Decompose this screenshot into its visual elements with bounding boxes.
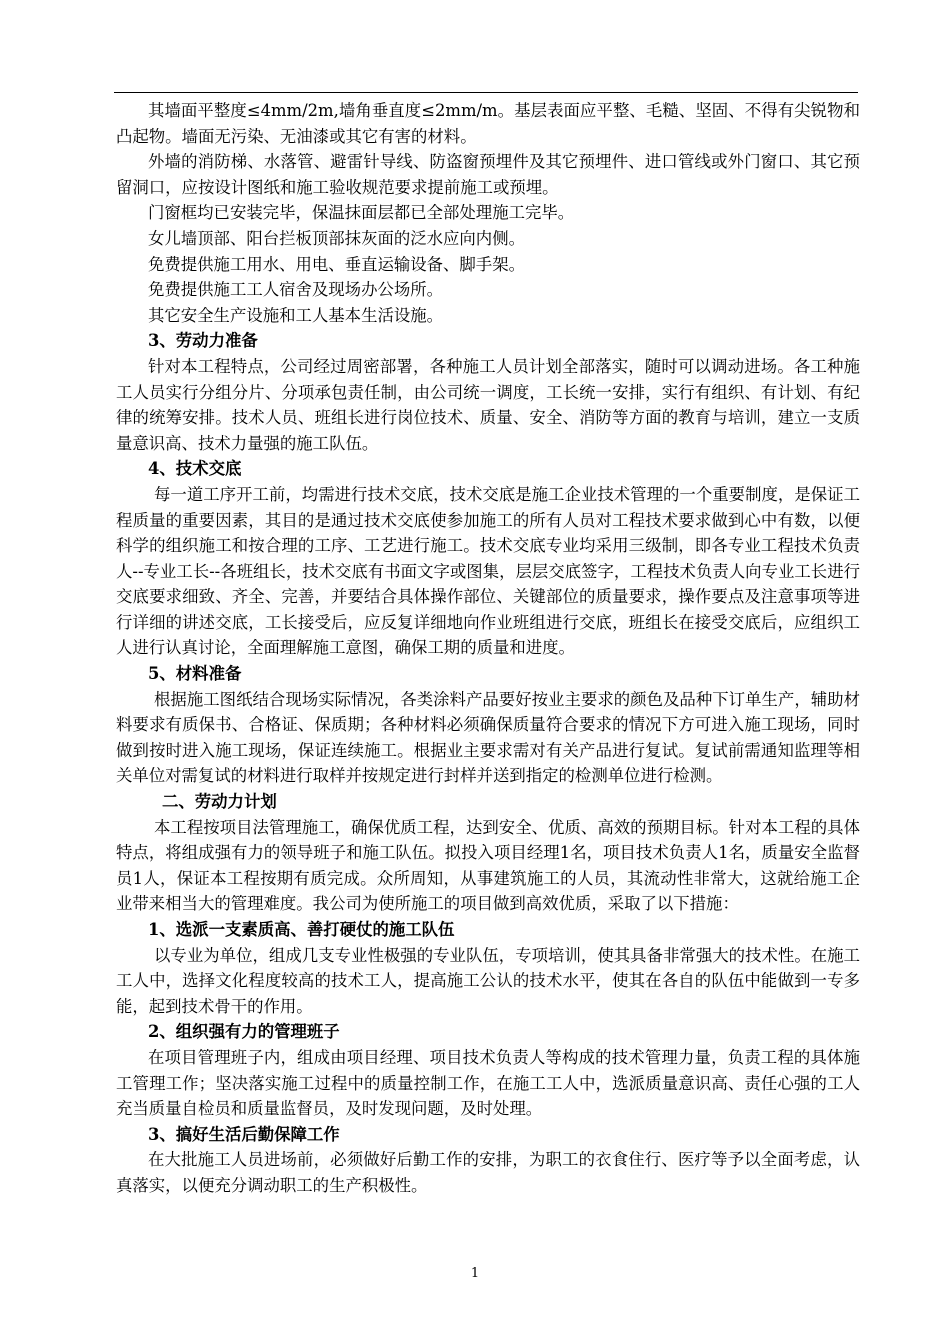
header-rule	[114, 92, 858, 93]
section-heading: 3、劳动力准备	[148, 331, 258, 351]
section-heading: 1、选派一支素质高、善打硬仗的施工队伍	[148, 920, 455, 939]
paragraph: 本工程按项目法管理施工，确保优质工程，达到安全、优质、高效的预期目标。针对本工程的具体特点，将组成强有力的领导班子和施工队伍。拟投入项目经理1名，项目技术负责人1名，质量安全监督员1人，保证本工程按期有质完成。众所周知，从事建筑施工的人员，其流动性非常大，这就给施工企业带来相当大的管理难度。我公司为使所施工的项目做到高效优质，采取了以下措施：	[116, 817, 860, 914]
paragraph: 免费提供施工用水、用电、垂直运输设备、脚手架。	[148, 254, 525, 274]
paragraph: 女儿墙顶部、阳台拦板顶部抹灰面的泛水应向内侧。	[148, 228, 525, 248]
page-number: 1	[470, 1266, 480, 1281]
paragraph: 其墙面平整度≤4mm/2m,墙角垂直度≤2mm/m。基层表面应平整、毛糙、坚固、不得有尖锐物和凸起物。墙面无污染、无油漆或其它有害的材料。	[116, 101, 860, 146]
paragraph: 每一道工序开工前，均需进行技术交底，技术交底是施工企业技术管理的一个重要制度，是保证工程质量的重要因素，其目的是通过技术交底使参加施工的所有人员对工程技术要求做到心中有数，以便科学的组织施工和按合理的工序、工艺进行施工。技术交底专业均采用三级制，即各专业工程技术负责人--专业工长--各班组长，技术交底有书面文字或图集，层层交底签字，工程技术负责人向专业工长进行交底要求细致、齐全、完善，并要结合具体操作部位、关键部位的质量要求，操作要点及注意事项等进行详细的讲述交底，工长接受后，应反复详细地向作业班组进行交底，班组长在接受交底后，应组织工人进行认真讨论，全面理解施工意图，确保工期的质量和进度。	[116, 484, 860, 658]
chapter-heading: 二、劳动力计划	[162, 792, 277, 812]
paragraph: 免费提供施工工人宿舍及现场办公场所。	[148, 280, 444, 300]
paragraph: 其它安全生产设施和工人基本生活设施。	[148, 305, 444, 325]
section-heading: 3、搞好生活后勤保障工作	[148, 1124, 340, 1144]
paragraph: 根据施工图纸结合现场实际情况，各类涂料产品要好按业主要求的颜色及品种下订单生产，辅助材料要求有质保书、合格证、保质期；各种材料必须确保质量符合要求的情况下方可进入施工现场，同时做到按时进入施工现场，保证连续施工。根据业主要求需对有关产品进行复试。复试前需通知监理等相关单位对需复试的材料进行取样并按规定进行封样并送到指定的检测单位进行检测。	[116, 689, 860, 786]
paragraph: 外墙的消防梯、水落管、避雷针导线、防盗窗预埋件及其它预埋件、进口管线或外门窗口、其它预留洞口，应按设计图纸和施工验收规范要求提前施工或预埋。	[116, 152, 860, 197]
section-heading: 2、组织强有力的管理班子	[148, 1022, 340, 1042]
paragraph: 以专业为单位，组成几支专业性极强的专业队伍，专项培训，使其具备非常强大的技术性。在施工工人中，选择文化程度较高的技术工人，提高施工公认的技术水平，使其在各自的队伍中能做到一专多能，起到技术骨干的作用。	[116, 945, 860, 1016]
paragraph: 在大批施工人员进场前，必须做好后勤工作的安排，为职工的衣食住行、医疗等予以全面考虑，认真落实，以便充分调动职工的生产积极性。	[116, 1150, 860, 1195]
section-heading: 5、材料准备	[148, 664, 242, 684]
paragraph: 门窗框均已安装完毕，保温抹面层都已全部处理施工完毕。	[148, 203, 575, 223]
document-body	[116, 98, 860, 1199]
section-heading: 4、技术交底	[148, 459, 242, 479]
paragraph: 在项目管理班子内，组成由项目经理、项目技术负责人等构成的技术管理力量，负责工程的具体施工管理工作；坚决落实施工过程中的质量控制工作，在施工工人中，选派质量意识高、责任心强的工人充当质量自检员和质量监督员，及时发现问题，及时处理。	[116, 1047, 860, 1119]
paragraph: 针对本工程特点，公司经过周密部署，各种施工人员计划全部落实，随时可以调动进场。各工种施工人员实行分组分片、分项承包责任制，由公司统一调度，工长统一安排，实行有组织、有计划、有纪律的统筹安排。技术人员、班组长进行岗位技术、质量、安全、消防等方面的教育与培训，建立一支质量意识高、技术力量强的施工队伍。	[116, 356, 860, 453]
